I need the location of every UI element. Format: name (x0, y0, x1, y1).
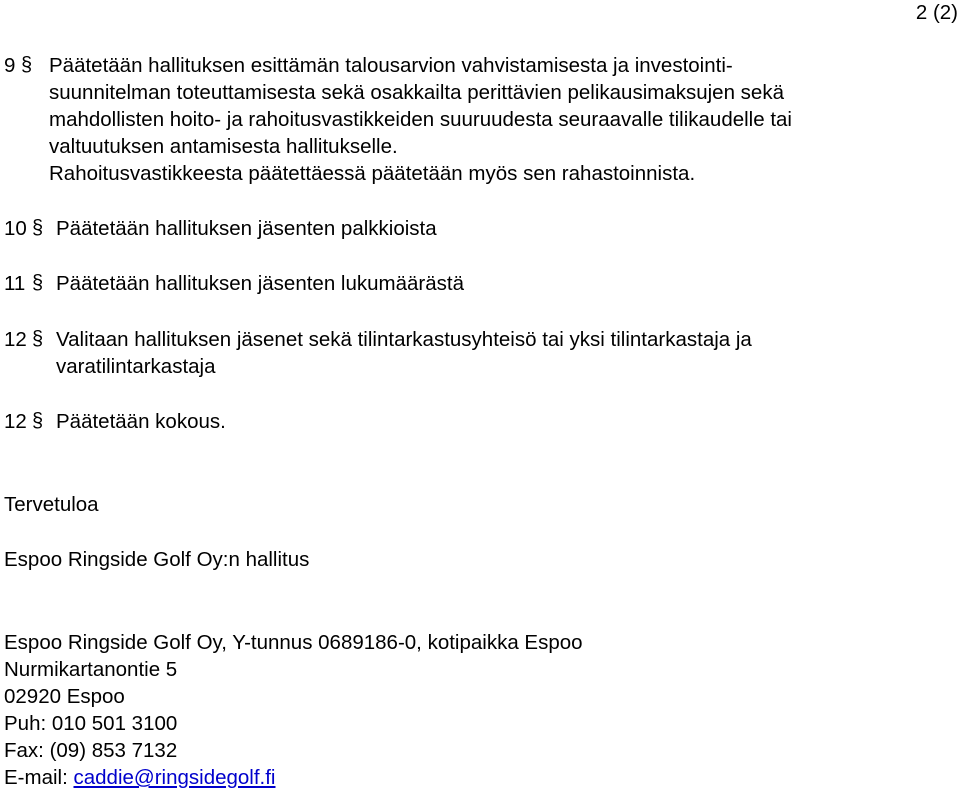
section-sign-icon: § (32, 410, 44, 432)
email-label: E-mail: (4, 766, 74, 789)
company-name-line: Espoo Ringside Golf Oy, Y-tunnus 0689186-0, kotipaikka Espoo (4, 631, 583, 654)
agenda-item-9 (4, 52, 952, 187)
item-text-line: Päätetään hallituksen esittämän talousarvion vahvistamisesta ja investointi- (49, 54, 733, 77)
welcome-text: Tervetuloa (4, 493, 99, 516)
item-number: 10 (4, 217, 27, 240)
agenda-item-11 (4, 270, 952, 297)
item-text-line: Valitaan hallituksen jäsenet sekä tilintarkastusyhteisö tai yksi tilintarkastaja ja (56, 328, 752, 351)
item-text-line: Päätetään hallituksen jäsenten palkkioista (56, 217, 437, 240)
phone-number: Puh: 010 501 3100 (4, 712, 178, 735)
email-line (4, 764, 583, 791)
street-address: Nurmikartanontie 5 (4, 658, 178, 681)
section-sign-icon: § (21, 54, 33, 76)
page-number: 2 (2) (915, 1, 958, 24)
item-number: 11 (4, 272, 26, 295)
section-sign-icon: § (32, 217, 44, 239)
item-text-line: Päätetään hallituksen jäsenten lukumäärästä (56, 272, 464, 295)
section-sign-icon: § (32, 272, 44, 294)
item-text-line: varatilintarkastaja (56, 355, 216, 378)
item-text-line: Rahoitusvastikkeesta päätettäessä päätetään myös sen rahastoinnista. (49, 162, 696, 185)
agenda-item-12-closing (4, 408, 952, 435)
item-number: 12 (4, 328, 27, 351)
postal-address: 02920 Espoo (4, 685, 125, 708)
agenda-item-12-elections (4, 326, 952, 380)
section-sign-icon: § (32, 328, 44, 350)
email-link[interactable]: caddie@ringsidegolf.fi (73, 766, 276, 789)
item-text (56, 270, 952, 297)
item-text-line: valtuutuksen antamisesta hallitukselle. (49, 135, 398, 158)
item-number: 12 (4, 410, 27, 433)
item-number: 9 (4, 54, 16, 77)
company-contact-block (4, 629, 583, 791)
signature-text: Espoo Ringside Golf Oy:n hallitus (4, 548, 310, 571)
item-text (56, 408, 952, 435)
item-text-line: Päätetään kokous. (56, 410, 226, 433)
item-text (56, 326, 952, 380)
fax-number: Fax: (09) 853 7132 (4, 739, 178, 762)
item-text (49, 52, 952, 187)
item-text (56, 215, 952, 242)
agenda-item-10 (4, 215, 952, 242)
item-text-line: suunnitelman toteuttamisesta sekä osakkailta perittävien pelikausimaksujen sekä (49, 81, 784, 104)
item-text-line: mahdollisten hoito- ja rahoitusvastikkeiden suuruudesta seuraavalle tilikaudelle tai (49, 108, 792, 131)
